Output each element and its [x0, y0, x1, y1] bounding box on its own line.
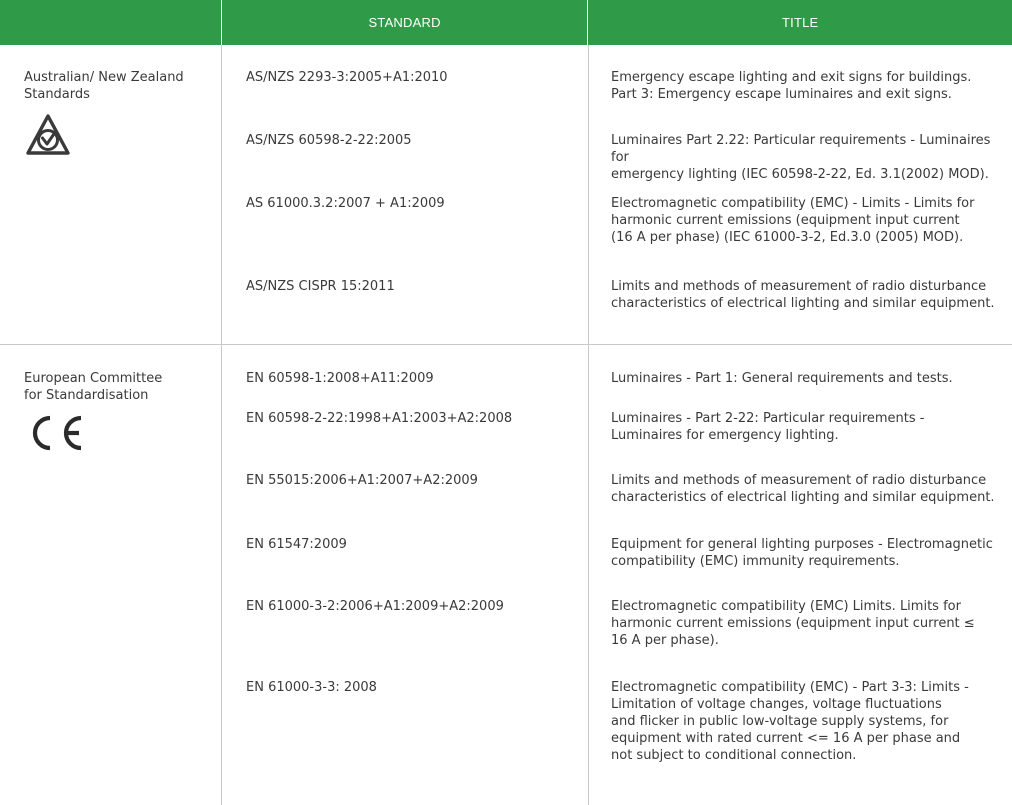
- standard-title: Luminaires Part 2.22: Particular requirements - Luminaires for emergency lighting (IEC 60598-2-22, Ed. 3.1(2002) MOD).: [611, 133, 991, 182]
- standard-code: EN 61000-3-2:2006+A1:2009+A2:2009: [246, 599, 504, 614]
- standard-title: Electromagnetic compatibility (EMC) Limits. Limits for harmonic current emissions (equipment input current ≤ 16 A per phase).: [611, 599, 975, 648]
- ce-mark-icon: [25, 413, 89, 453]
- standard-title: Limits and methods of measurement of radio disturbance characteristics of electrical lighting and similar equipment.: [611, 279, 995, 311]
- header-title: TITLE: [587, 0, 1012, 45]
- rcm-icon: [25, 113, 71, 157]
- standard-title: Equipment for general lighting purposes - Electromagnetic compatibility (EMC) immunity requirements.: [611, 537, 993, 569]
- standard-title: Emergency escape lighting and exit signs for buildings. Part 3: Emergency escape luminaires and exit signs.: [611, 70, 972, 102]
- organization-label: European Committee for Standardisation: [24, 371, 163, 403]
- standard-title: Electromagnetic compatibility (EMC) - Part 3-3: Limits - Limitation of voltage changes, voltage fluctuations and flicker in public low-voltage supply systems, for equipment with rated current <= 16 A per phase and not subject to conditional connection.: [611, 680, 969, 763]
- standard-code: AS/NZS 60598-2-22:2005: [246, 133, 412, 148]
- standard-code: AS/NZS 2293-3:2005+A1:2010: [246, 70, 448, 85]
- standard-code: AS 61000.3.2:2007 + A1:2009: [246, 196, 445, 211]
- group-divider: [0, 344, 1012, 345]
- standard-title: Limits and methods of measurement of radio disturbance characteristics of electrical lighting and similar equipment.: [611, 473, 995, 505]
- column-divider-1: [221, 45, 222, 805]
- table-header: [0, 0, 1012, 45]
- standard-code: EN 61000-3-3: 2008: [246, 680, 377, 695]
- organization-label: Australian/ New Zealand Standards: [24, 70, 184, 102]
- standard-title: Luminaires - Part 2-22: Particular requirements - Luminaires for emergency lighting.: [611, 411, 925, 443]
- header-organization: [0, 0, 221, 45]
- standard-code: EN 60598-1:2008+A11:2009: [246, 371, 434, 386]
- standard-title: Luminaires - Part 1: General requirements and tests.: [611, 371, 953, 386]
- standard-code: EN 60598-2-22:1998+A1:2003+A2:2008: [246, 411, 513, 426]
- standard-code: EN 55015:2006+A1:2007+A2:2009: [246, 473, 478, 488]
- standard-code: EN 61547:2009: [246, 537, 347, 552]
- standard-title: Electromagnetic compatibility (EMC) - Limits - Limits for harmonic current emissions (equipment input current (16 A per phase) (IEC 61000-3-2, Ed.3.0 (2005) MOD).: [611, 196, 975, 245]
- column-divider-2: [588, 45, 589, 805]
- header-standard: STANDARD: [221, 0, 588, 45]
- standard-code: AS/NZS CISPR 15:2011: [246, 279, 395, 294]
